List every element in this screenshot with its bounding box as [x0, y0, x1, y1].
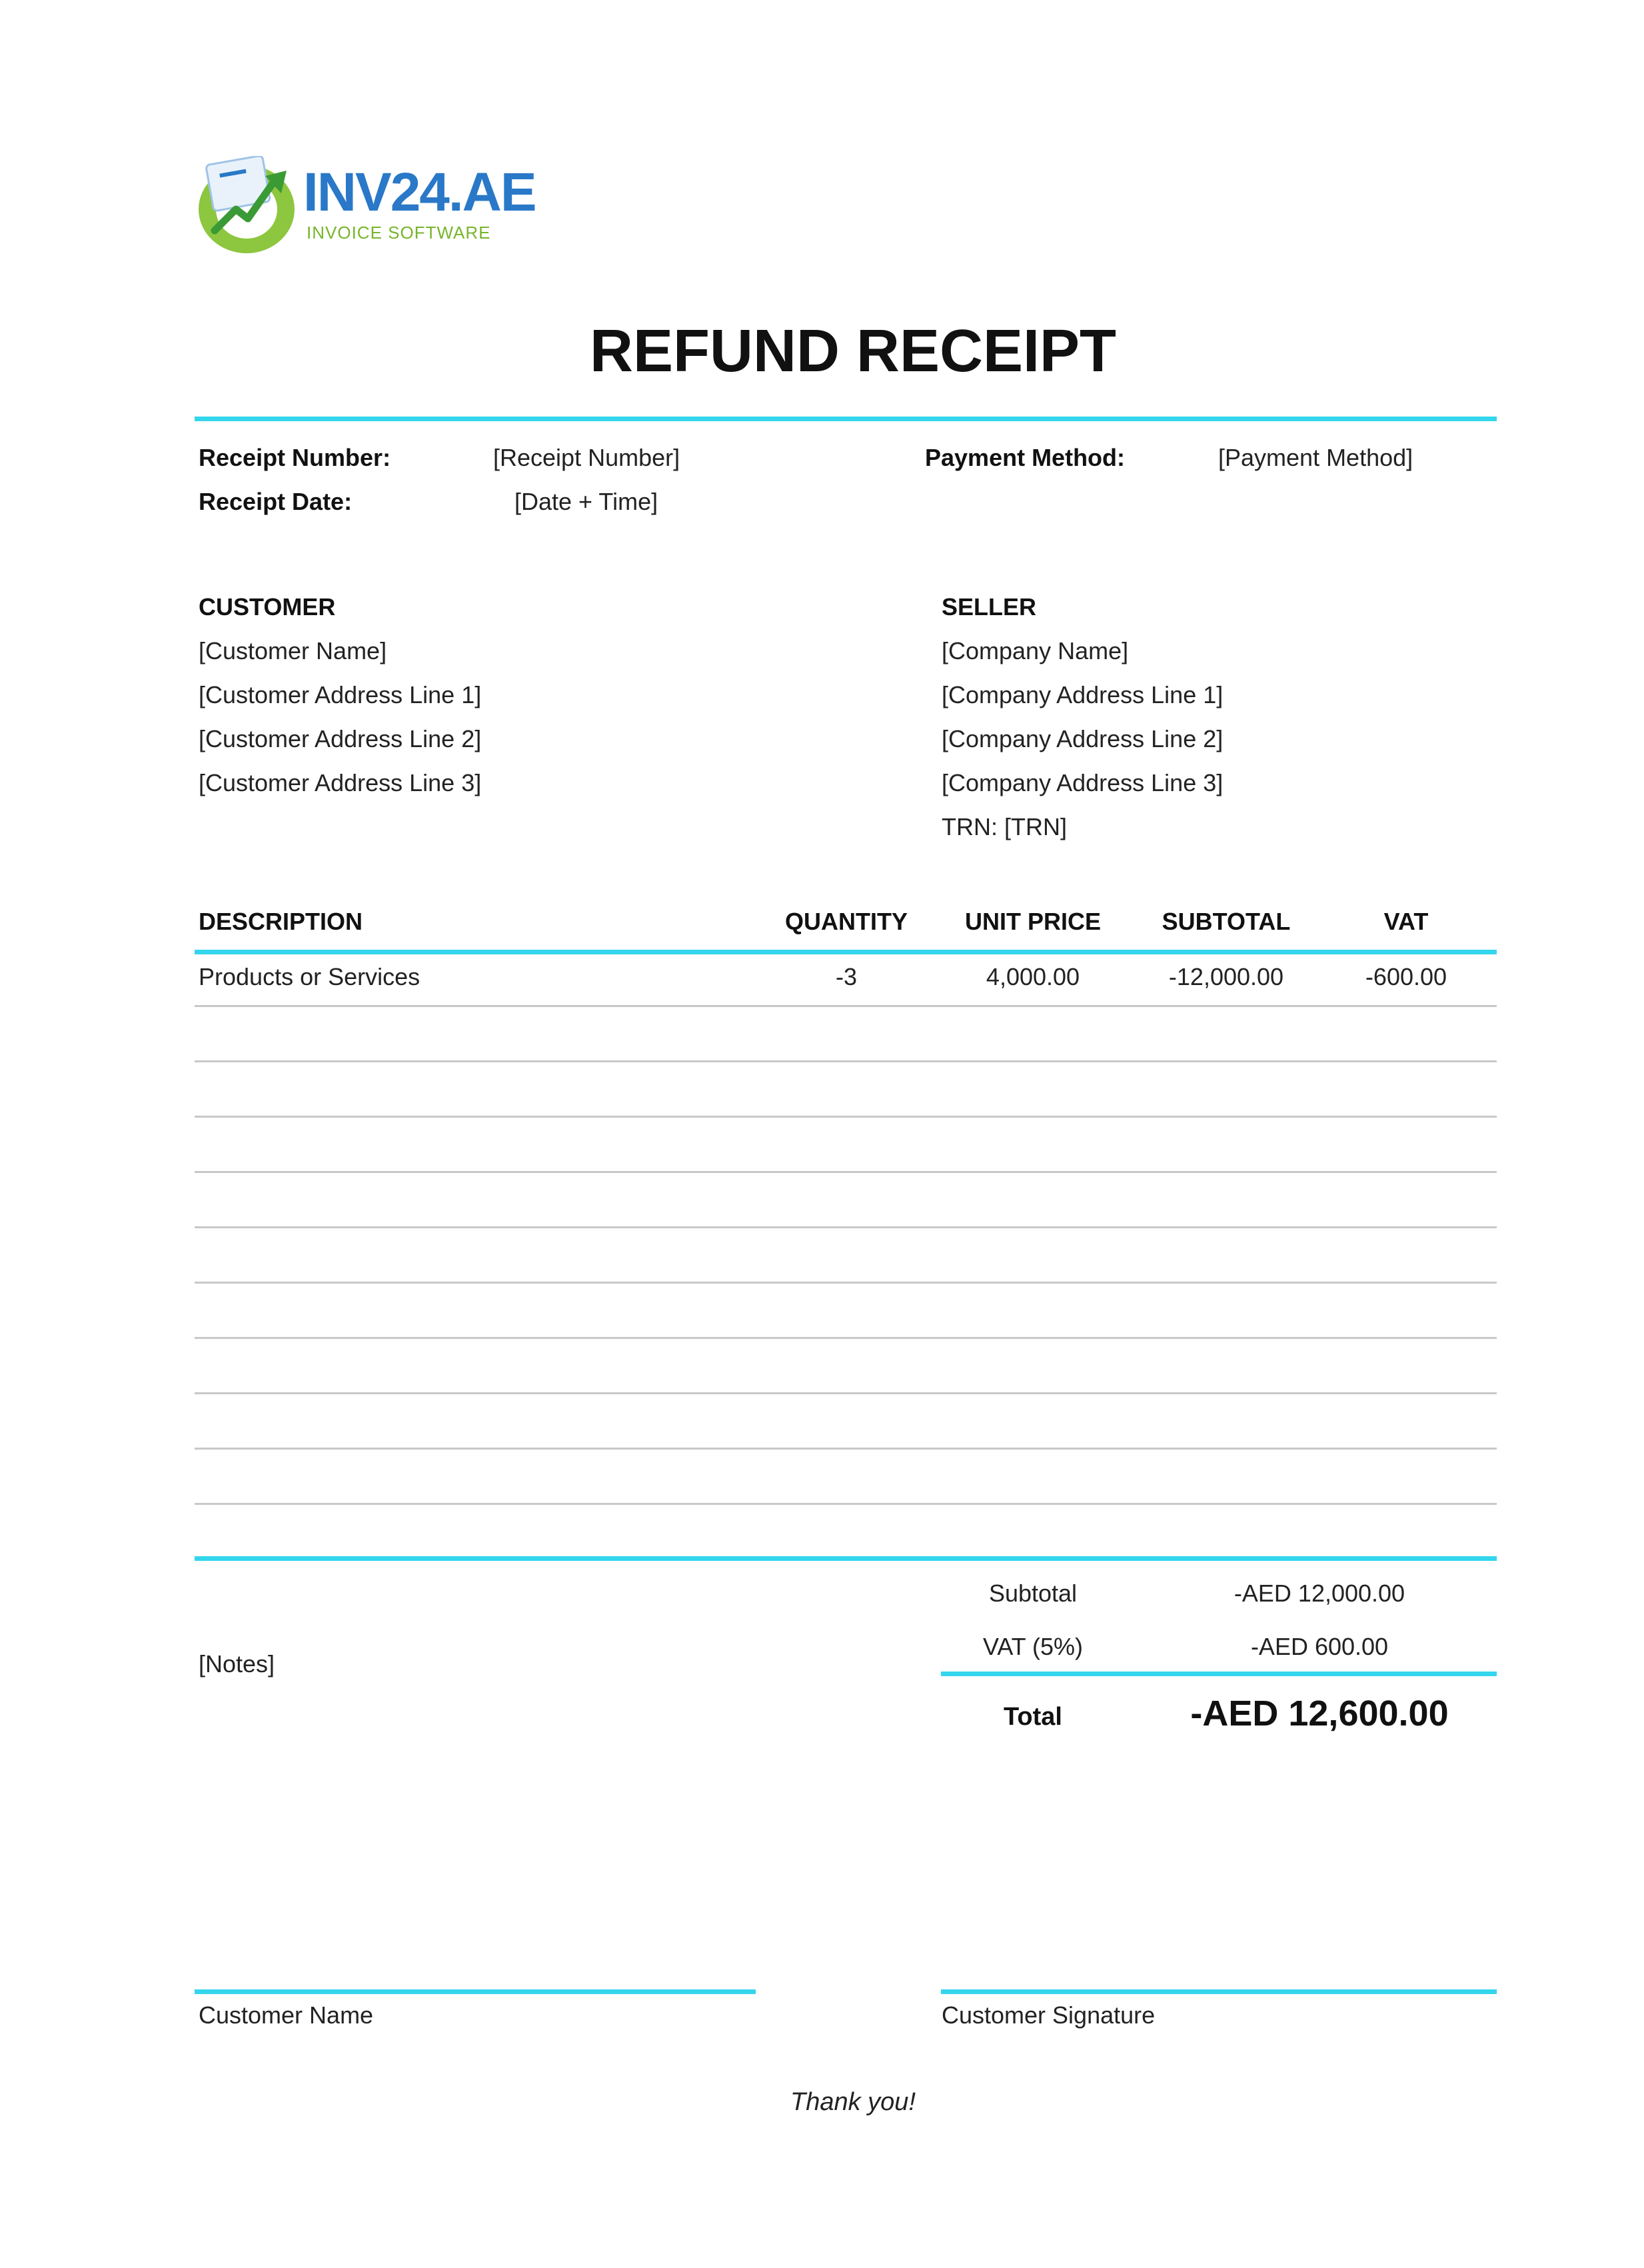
customer-signature-label: Customer Signature [942, 2001, 1156, 2029]
row-divider [195, 1503, 1497, 1505]
subtotal-value: -AED 12,000.00 [1233, 1580, 1405, 1607]
seller-heading: SELLER [942, 593, 1037, 620]
notes: [Notes] [199, 1650, 275, 1678]
total-value: -AED 12,600.00 [1190, 1694, 1449, 1733]
title-divider [195, 417, 1497, 421]
thank-you-note: Thank you! [790, 2088, 916, 2116]
brand-name: INV24.AE [303, 162, 536, 223]
col-header-unit-price: UNIT PRICE [964, 908, 1101, 935]
row-divider [195, 1337, 1497, 1339]
row-subtotal: -12,000.00 [1168, 963, 1284, 990]
customer-name: [Customer Name] [199, 637, 387, 664]
table-header-divider [195, 950, 1497, 954]
brand-tagline: INVOICE SOFTWARE [307, 223, 491, 243]
col-header-subtotal: SUBTOTAL [1162, 908, 1291, 935]
subtotal-label: Subtotal [988, 1580, 1078, 1607]
seller-address-line-2: [Company Address Line 2] [942, 725, 1224, 752]
receipt-date-label: Receipt Date: [199, 488, 353, 515]
row-divider [195, 1116, 1497, 1118]
payment-method-label: Payment Method: [925, 444, 1126, 471]
row-divider [195, 1448, 1497, 1450]
row-divider [195, 1226, 1497, 1228]
receipt-number-label: Receipt Number: [199, 444, 391, 471]
seller-company-name: [Company Name] [942, 637, 1129, 664]
receipt-number-value: [Receipt Number] [493, 444, 680, 471]
seller-trn: TRN: [TRN] [942, 813, 1067, 840]
document-title: REFUND RECEIPT [589, 318, 1117, 385]
row-quantity: -3 [835, 963, 857, 990]
row-divider [195, 1005, 1497, 1007]
customer-signature-line [941, 1989, 1497, 1994]
row-description: Products or Services [199, 963, 420, 990]
seller-address-line-1: [Company Address Line 1] [942, 681, 1224, 708]
row-vat: -600.00 [1365, 963, 1447, 990]
seller-address-line-3: [Company Address Line 3] [942, 769, 1224, 796]
row-divider [195, 1392, 1497, 1394]
brand-logo [195, 156, 536, 256]
customer-name-line [195, 1989, 756, 1994]
total-label: Total [1004, 1703, 1062, 1731]
row-unit-price: 4,000.00 [986, 963, 1080, 990]
logo-chart-icon [195, 156, 301, 256]
payment-method-value: [Payment Method] [1218, 444, 1413, 471]
totals-divider [941, 1672, 1497, 1676]
row-divider [195, 1060, 1497, 1062]
col-header-vat: VAT [1383, 908, 1429, 935]
customer-address-line-2: [Customer Address Line 2] [199, 725, 482, 752]
receipt-date-value: [Date + Time] [514, 488, 658, 515]
vat-label: VAT (5%) [982, 1633, 1084, 1660]
col-header-quantity: QUANTITY [785, 908, 908, 935]
row-divider [195, 1171, 1497, 1173]
customer-address-line-3: [Customer Address Line 3] [199, 769, 482, 796]
col-header-description: DESCRIPTION [199, 908, 363, 935]
customer-address-line-1: [Customer Address Line 1] [199, 681, 482, 708]
table-footer-divider [195, 1556, 1497, 1561]
customer-heading: CUSTOMER [199, 593, 336, 620]
customer-name-label: Customer Name [199, 2001, 374, 2029]
row-divider [195, 1282, 1497, 1284]
vat-value: -AED 600.00 [1250, 1633, 1389, 1660]
